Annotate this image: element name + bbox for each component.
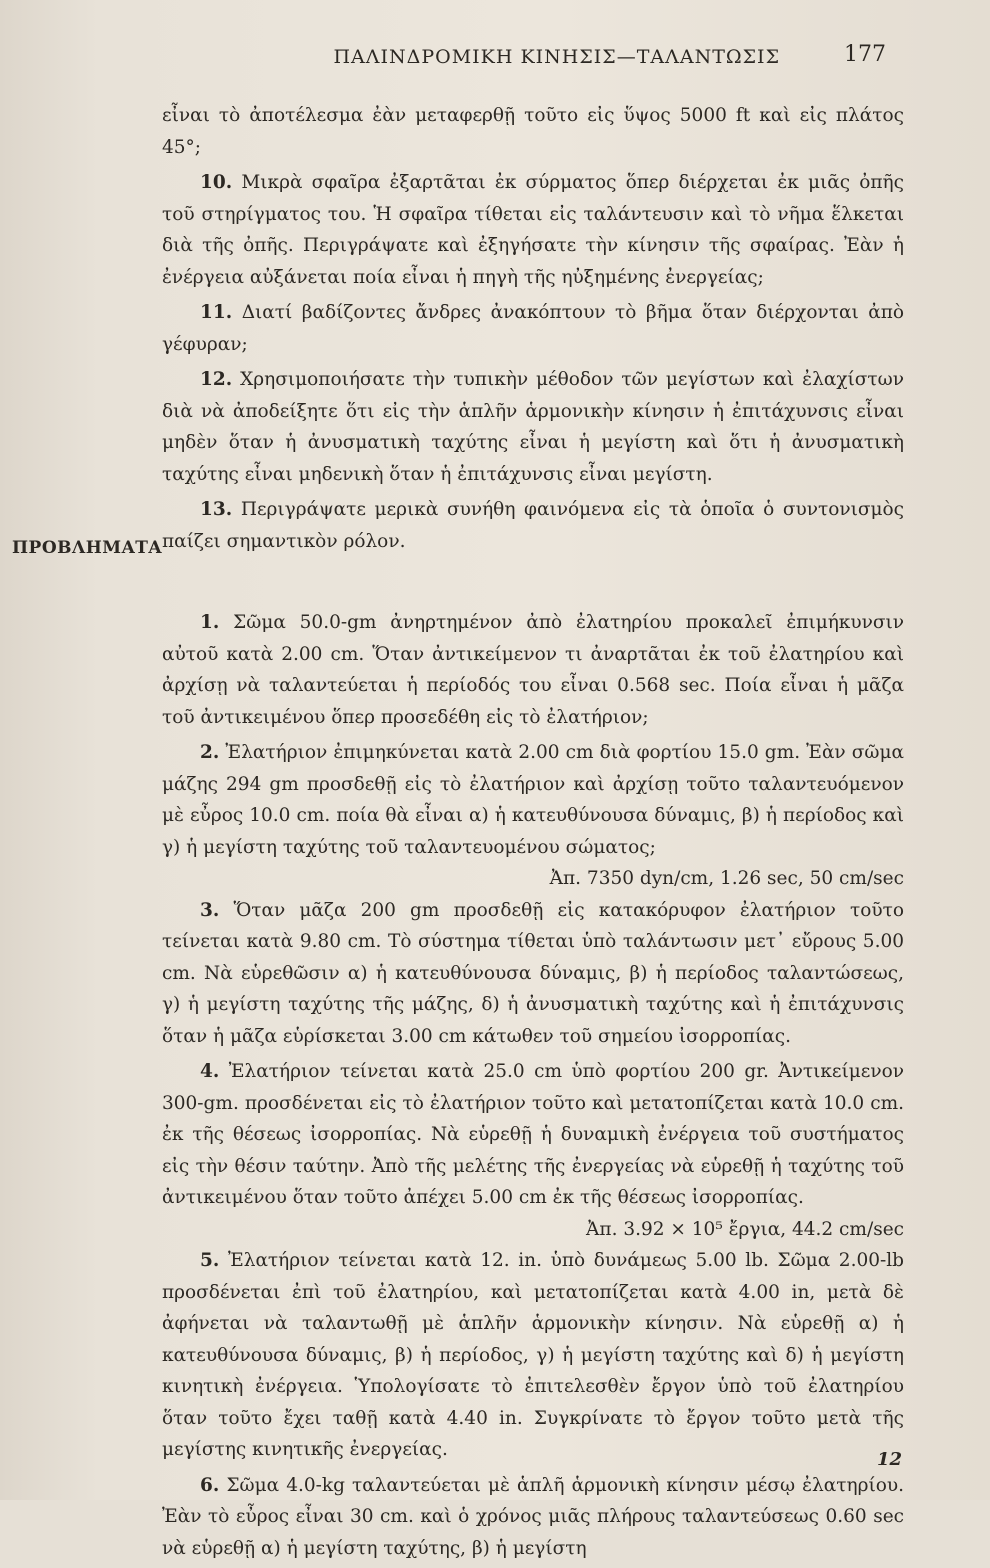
problem-2 [162,737,904,889]
problem-number: 3. [200,899,220,921]
question-10 [162,167,904,293]
question-11 [162,297,904,360]
paragraph-text: Ἐλατήριον τείνεται κατὰ 12. in. ὑπὸ δυνάμεως 5.00 lb. Σῶμα 2.00-lb προσδένεται ἐπὶ τοῦ ἐλατηρίου, καὶ μετατοπίζεται κατὰ 4.00 in, μετὰ δὲ ἀφήνεται νὰ ταλαντωθῇ μὲ ἁπλῆν ἁρμονικὴν κίνησιν. Νὰ εὑρεθῇ α) ἡ κατευθύνουσα δύναμις, β) ἡ περίοδος, γ) ἡ μεγίστη ταχύτης καὶ δ) ἡ μεγίστη κινητικὴ ἐνέργεια. Ὑπολογίσατε τὸ ἐπιτελεσθὲν ἔργον ὑπὸ τοῦ ἐλατηρίου ὅταν τοῦτο ἔχει ταθῇ κατὰ 4.40 in. Συγκρίνατε τὸ ἔργον τοῦτο μετὰ τῆς μεγίστης κινητικῆς ἐνεργείας. [162,1250,904,1460]
problem-number: 5. [200,1250,220,1271]
running-title: ΠΑΛΙΝΔΡΟΜΙΚΗ ΚΙΝΗΣΙΣ—ΤΑΛΑΝΤΩΣΙΣ [333,46,780,68]
body-text [162,100,904,1568]
question-number: 11. [200,302,233,323]
paragraph-text: Χρησιμοποιήσατε τὴν τυπικὴν μέθοδον τῶν μεγίστων καὶ ἐλαχίστων διὰ νὰ ἀποδείξητε ὅτι εἰς τὴν ἁπλῆν ἁρμονικὴν κίνησιν ἡ ἐπιτάχυνσις εἶναι μηδὲν ὅταν ἡ ἀνυσματικὴ ταχύτης εἶναι ἡ μεγίστη καὶ ὅτι ἡ ἀνυσματικὴ ταχύτης εἶναι μηδενικὴ ὅταν ἡ ἐπιτάχυνσις εἶναι μεγίστη. [162,369,904,485]
answer-text: Ἀπ. 7350 dyn/cm, 1.26 sec, 50 cm/sec [549,868,904,889]
question-number: 12. [200,369,233,390]
paragraph-text: Περιγράψατε μερικὰ συνήθη φαινόμενα εἰς τὰ ὁποῖα ὁ συντονισμὸς παίζει σημαντικὸν ρόλον. [162,499,904,552]
paragraph-text: Ἐλατήριον τείνεται κατὰ 25.0 cm ὑπὸ φορτίου 200 gr. Ἀντικείμενον 300-gm. προσδένεται εἰς τὸ ἐλατήριον τοῦτο καὶ μετατοπίζεται κατὰ 10.0 cm. ἐκ τῆς θέσεως ἰσορροπίας. Νὰ εὑρεθῇ ἡ δυναμικὴ ἐνέργεια τοῦ συστήματος εἰς τὴν θέσιν ταύτην. Ἀπὸ τῆς μελέτης τῆς ἐνεργείας νὰ εὑρεθῇ ἡ ταχύτης τοῦ ἀντικειμένου ὅταν τοῦτο ἀπέχει 5.00 cm ἐκ τῆς θέσεως ἰσορροπίας. [162,1061,904,1208]
problem-number: 1. [200,612,220,633]
page-number: 177 [844,42,886,67]
paragraph-text: εἶναι τὸ ἀποτέλεσμα ἐὰν μεταφερθῇ τοῦτο εἰς ὕψος 5000 ft καὶ εἰς πλάτος 45°; [162,105,904,158]
paragraph-text: Μικρὰ σφαῖρα ἐξαρτᾶται ἐκ σύρματος ὅπερ διέρχεται ἐκ μιᾶς ὀπῆς τοῦ στηρίγματος του. Ἡ σφαῖρα τίθεται εἰς ταλάντευσιν καὶ τὸ νῆμα ἕλκεται διὰ τῆς ὀπῆς. Περιγράψατε καὶ ἐξηγήσατε τὴν κίνησιν τῆς σφαίρας. Ἐὰν ἡ ἐνέργεια αὐξάνεται ποία εἶναι ἡ πηγὴ τῆς ηὐξημένης ἐνεργείας; [162,172,904,288]
problem-1 [162,607,904,733]
problem-3 [162,895,904,1053]
problem-number: 6. [200,1474,220,1496]
signature-mark: 12 [876,1449,902,1470]
question-number: 10. [200,172,233,193]
paragraph-text: Σῶμα 4.0-kg ταλαντεύεται μὲ ἁπλῆ ἁρμονικὴ κίνησιν μέσῳ ἐλατηρίου. Ἐὰν τὸ εὖρος εἶναι 30 cm. καὶ ὁ χρόνος μιᾶς πλήρους ταλαντεύσεως 0.60 sec νὰ εὑρεθῇ α) ἡ μεγίστη ταχύτης, β) ἡ μεγίστη [162,1474,904,1559]
paragraph-text: Ὅταν μᾶζα 200 gm προσδεθῇ εἰς κατακόρυφον ἐλατήριον τοῦτο τείνεται κατὰ 9.80 cm. Τὸ σύστημα τίθεται ὑπὸ ταλάντωσιν μετ᾽ εὔρους 5.00 cm. Νὰ εὑρεθῶσιν α) ἡ κατευθύνουσα δύναμις, β) ἡ περίοδος ταλαντώσεως, γ) ἡ μεγίστη ταχύτης τῆς μάζης, δ) ἡ ἀνυσματικὴ ταχύτης καὶ ἡ ἐπιτάχυνσις ὅταν ἡ μᾶζα εὑρίσκεται 3.00 cm κάτωθεν τοῦ σημείου ἰσορροπίας. [162,899,904,1047]
problem-number: 4. [200,1061,220,1082]
problem-5 [162,1245,904,1466]
problem-number: 2. [200,742,220,763]
question-13 [162,494,904,557]
section-gap [162,561,904,607]
paragraph-text: Διατί βαδίζοντες ἄνδρες ἀνακόπτουν τὸ βῆμα ὅταν διέρχονται ἀπὸ γέφυραν; [162,302,904,355]
problem-6 [162,1470,904,1565]
answer-text: Ἀπ. 3.92 × 10⁵ ἔργια, 44.2 cm/sec [586,1218,904,1240]
paragraph-text: Σῶμα 50.0-gm ἀνηρτημένον ἀπὸ ἐλατηρίου προκαλεῖ ἐπιμήκυνσιν αὐτοῦ κατὰ 2.00 cm. Ὅταν ἀντικείμενον τι ἀναρτᾶται ἐκ τοῦ ἐλατηρίου καὶ ἀρχίσῃ νὰ ταλαντεύεται ἡ περίοδός του εἶναι 0.568 sec. Ποία εἶναι ἡ μᾶζα τοῦ ἀντικειμένου ὅπερ προσεδέθη εἰς τὸ ἐλατήριον; [162,612,904,728]
problem-4 [162,1056,904,1240]
question-number: 13. [200,499,233,520]
page-header [160,42,890,76]
problems-heading: ΠΡΟΒΛΗΜΑΤΑ [12,538,163,558]
paragraph-text: Ἐλατήριον ἐπιμηκύνεται κατὰ 2.00 cm διὰ φορτίου 15.0 gm. Ἐὰν σῶμα μάζης 294 gm προσδεθῇ εἰς τὸ ἐλατήριον καὶ ἀρχίσῃ τοῦτο ταλαντευόμενον μὲ εὖρος 10.0 cm. ποία θὰ εἶναι α) ἡ κατευθύνουσα δύναμις, β) ἡ περίοδος καὶ γ) ἡ μεγίστη ταχύτης τοῦ ταλαντευομένου σώματος; [162,742,904,858]
question-continuation [162,100,904,163]
question-12 [162,364,904,490]
